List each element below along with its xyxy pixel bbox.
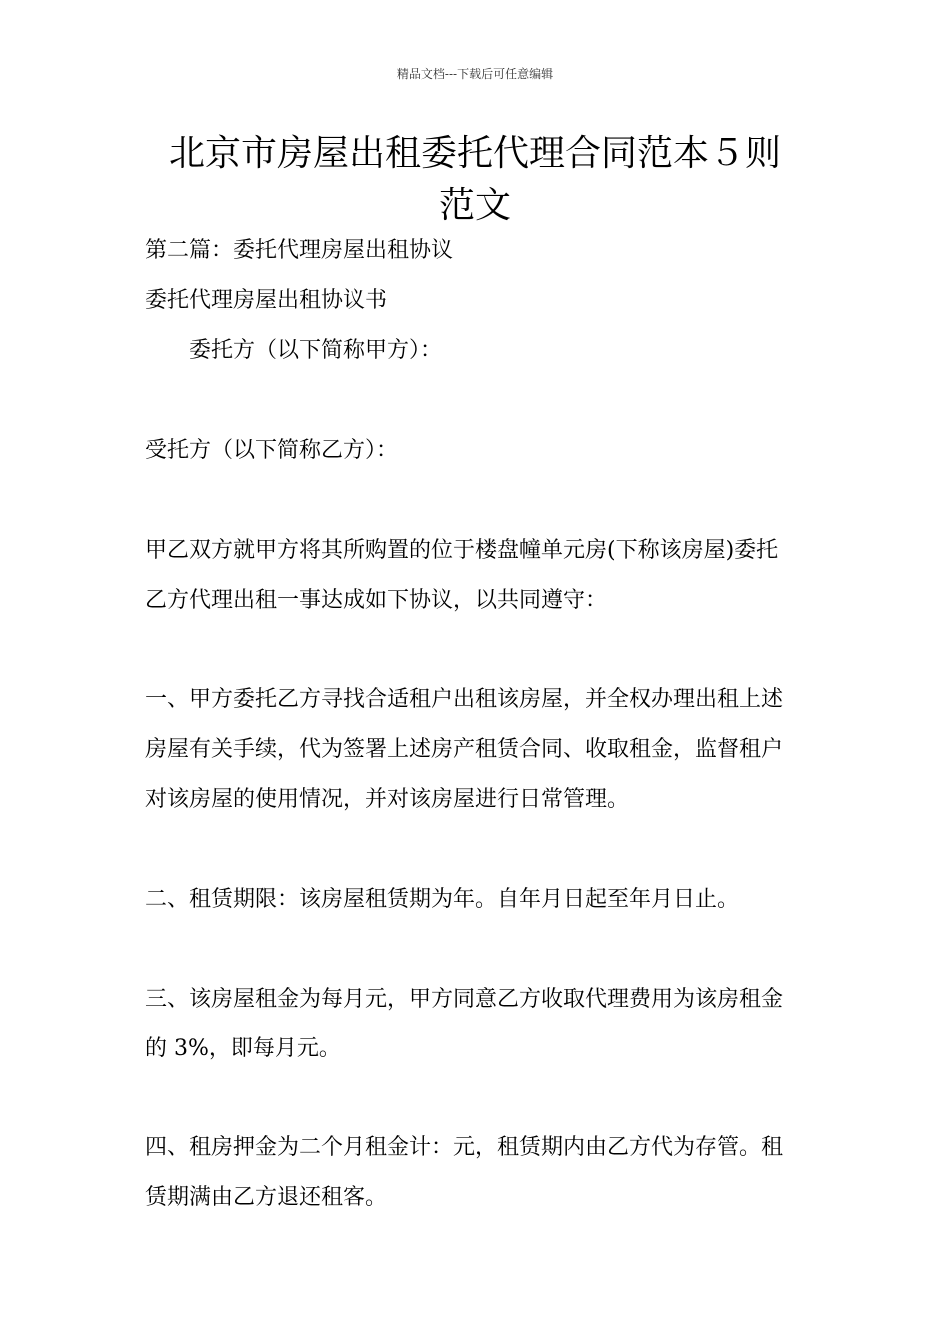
- clause-1-line: 对该房屋的使用情况，并对该房屋进行日常管理。: [145, 787, 630, 812]
- preamble-line: 乙方代理出租一事达成如下协议，以共同遵守：: [145, 588, 608, 613]
- clause-1-line: 房屋有关手续，代为签署上述房产租赁合同、收取租金，监督租户: [145, 737, 784, 762]
- clause-3-line: 三、该房屋租金为每月元，甲方同意乙方收取代理费用为该房租金: [145, 987, 784, 1012]
- party-b-line: 受托方（以下简称乙方）：: [145, 438, 399, 463]
- clause-2-line: 二、租赁期限：该房屋租赁期为年。自年月日起至年月日止。: [145, 887, 740, 912]
- party-a-line: 委托方（以下简称甲方）：: [189, 338, 443, 363]
- agreement-title: 委托代理房屋出租协议书: [145, 288, 388, 313]
- preamble-line: 甲乙双方就甲方将其所购置的位于楼盘幢单元房(下称该房屋)委托: [145, 538, 779, 563]
- clause-1-line: 一、甲方委托乙方寻找合适租户出租该房屋，并全权办理出租上述: [145, 687, 784, 712]
- clause-4-line: 四、租房押金为二个月租金计：元，租赁期内由乙方代为存管。租: [145, 1135, 784, 1160]
- title-line-2: 范文: [438, 185, 511, 226]
- document-title: [120, 128, 830, 232]
- clause-3-line: 的 3%，即每月元。: [145, 1036, 341, 1061]
- title-line-1: 北京市房屋出租委托代理合同范本５则: [168, 133, 781, 174]
- section-heading: 第二篇：委托代理房屋出租协议: [145, 238, 454, 263]
- clause-4-line: 赁期满由乙方退还租客。: [145, 1185, 388, 1210]
- header-note: 精品文档---下载后可任意编辑: [396, 67, 554, 81]
